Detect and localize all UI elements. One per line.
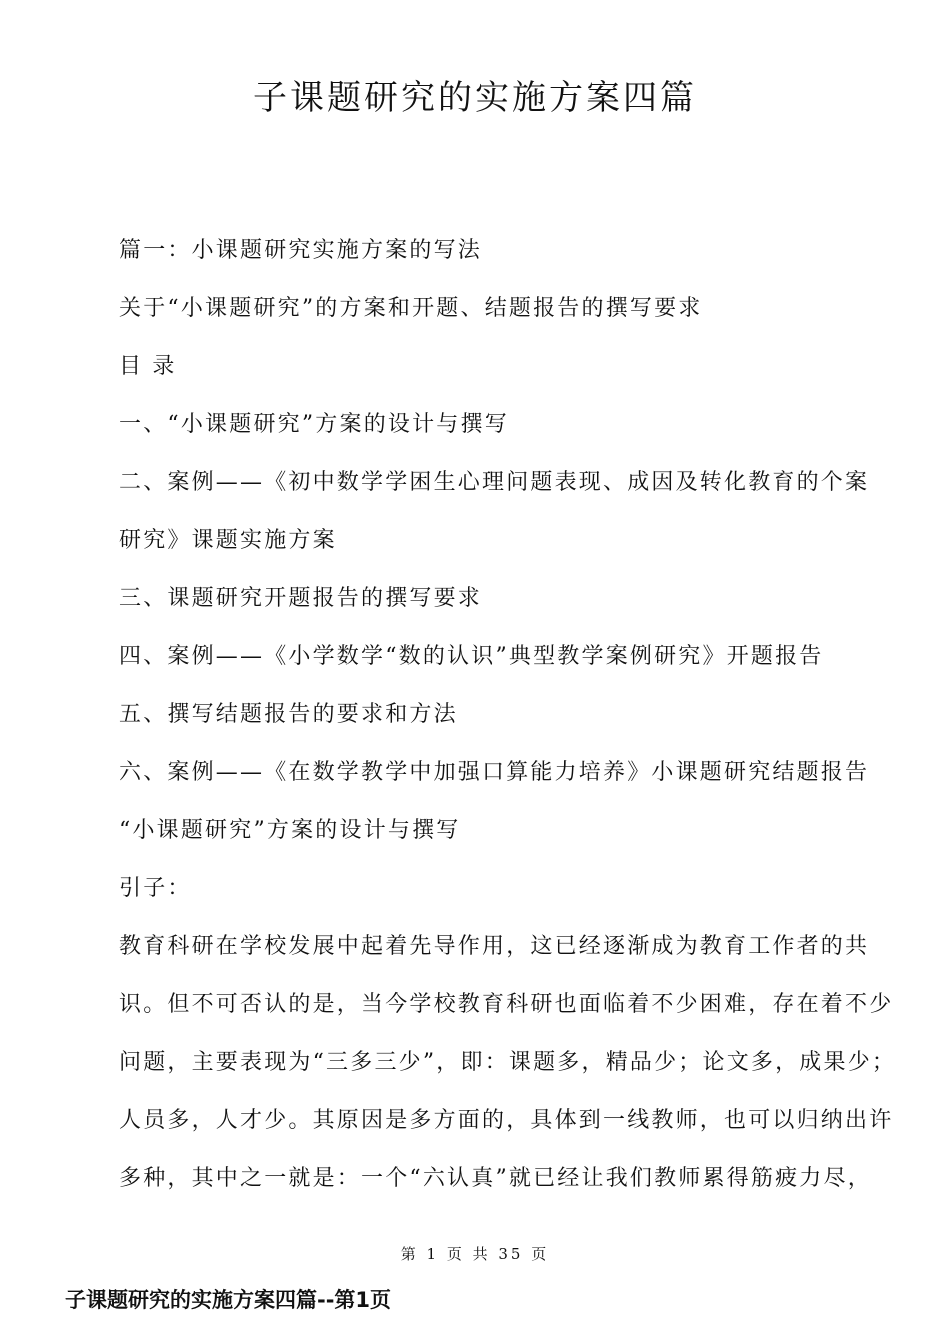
body-paragraph-line-1: 教育科研在学校发展中起着先导作用，这已经逐渐成为教育工作者的共 — [119, 934, 870, 959]
toc-item-1: 一、“小课题研究”方案的设计与撰写 — [119, 412, 509, 437]
toc-item-5: 五、撰写结题报告的要求和方法 — [119, 702, 458, 727]
body-paragraph-line-5: 多种，其中之一就是：一个“六认真”就已经让我们教师累得筋疲力尽， — [119, 1166, 872, 1191]
body-paragraph-line-4: 人员多，人才少。其原因是多方面的，具体到一线教师，也可以归纳出许 — [119, 1108, 894, 1133]
toc-item-6: 六、案例——《在数学教学中加强口算能力培养》小课题研究结题报告 — [119, 760, 870, 785]
section-heading: 篇一：小课题研究实施方案的写法 — [119, 238, 483, 263]
toc-heading: 目 录 — [119, 354, 177, 379]
toc-item-2: 二、案例——《初中数学学困生心理问题表现、成因及转化教育的个案 — [119, 470, 870, 495]
chapter-heading: “小课题研究”方案的设计与撰写 — [119, 818, 461, 843]
body-paragraph-line-2: 识。但不可否认的是，当今学校教育科研也面临着不少困难，存在着不少 — [119, 992, 894, 1017]
subtitle-line: 关于“小课题研究”的方案和开题、结题报告的撰写要求 — [119, 296, 703, 321]
toc-item-2-continued: 研究》课题实施方案 — [119, 528, 337, 553]
page-number-footer: 第 1 页 共 35 页 — [400, 1245, 550, 1263]
toc-item-3: 三、课题研究开题报告的撰写要求 — [119, 586, 483, 611]
document-title: 子课题研究的实施方案四篇 — [253, 78, 697, 118]
body-paragraph-line-3: 问题，主要表现为“三多三少”，即：课题多，精品少；论文多，成果少； — [119, 1050, 897, 1075]
page-caption: 子课题研究的实施方案四篇--第1页 — [65, 1288, 392, 1312]
intro-heading: 引子： — [119, 876, 192, 901]
toc-item-4: 四、案例——《小学数学“数的认识”典型教学案例研究》开题报告 — [119, 644, 824, 669]
